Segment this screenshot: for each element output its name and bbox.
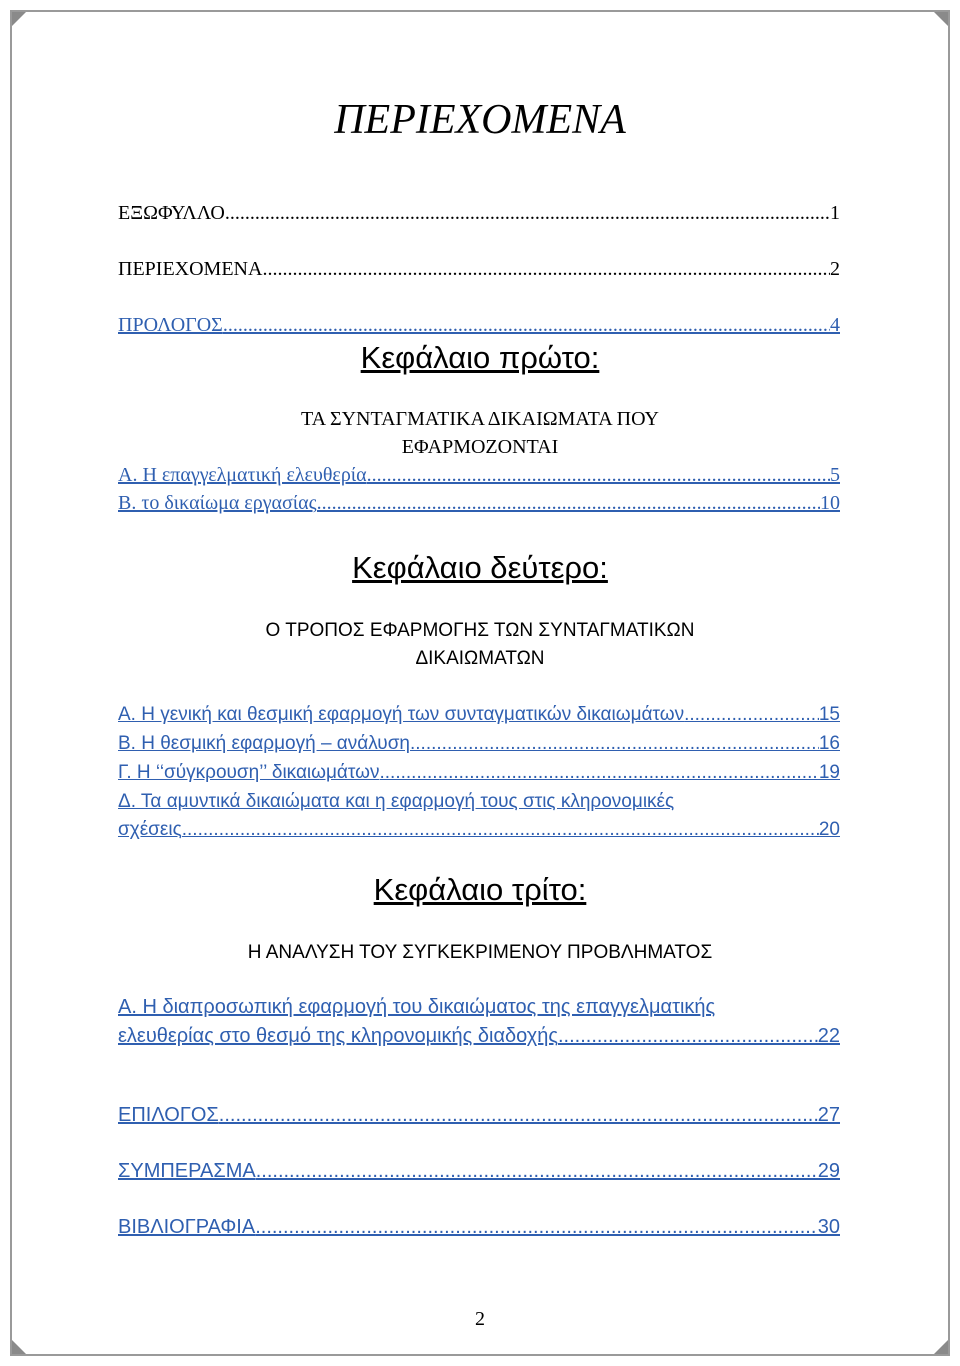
toc-entry-ch2-b[interactable] bbox=[118, 733, 840, 755]
toc-entry-page: 4 bbox=[830, 314, 840, 336]
toc-entry-ch2-d[interactable] bbox=[118, 819, 840, 841]
toc-entry-ch3-a-line-1[interactable]: Α. Η διαπροσωπική εφαρμογή του δικαιώματος της επαγγελματικής bbox=[118, 996, 716, 1018]
leader-dots bbox=[256, 1160, 818, 1183]
toc-entry-cover[interactable] bbox=[118, 202, 840, 225]
toc-entry-bibliography[interactable] bbox=[118, 1216, 840, 1239]
chapter-2-heading: Κεφάλαιο δεύτερο: bbox=[352, 550, 608, 585]
toc-entry-label: ΠΕΡΙΕΧΟΜΕΝΑ bbox=[118, 258, 263, 280]
corner-ornament-bottom-left bbox=[12, 1340, 26, 1354]
toc-entry-ch2-a[interactable] bbox=[118, 704, 840, 726]
toc-entry-page: 30 bbox=[817, 1216, 840, 1238]
page-title: ΠΕΡΙΕΧΟΜΕΝΑ bbox=[334, 97, 626, 143]
leader-dots bbox=[558, 1025, 818, 1048]
toc-entry-contents[interactable] bbox=[118, 258, 840, 281]
toc-entry-label: σχέσεις bbox=[118, 819, 182, 840]
leader-dots bbox=[367, 464, 830, 487]
chapter-1-subtitle-line-2: ΕΦΑΡΜΟΖΟΝΤΑΙ bbox=[401, 436, 559, 458]
toc-entry-epilogue[interactable] bbox=[118, 1104, 840, 1127]
leader-dots bbox=[223, 314, 830, 337]
leader-dots bbox=[262, 258, 830, 281]
toc-entry-ch3-a[interactable] bbox=[118, 1025, 840, 1048]
toc-entry-page: 22 bbox=[817, 1025, 840, 1047]
toc-entry-page: 19 bbox=[818, 762, 840, 783]
chapter-2-subtitle-line-1: Ο ΤΡΟΠΟΣ ΕΦΑΡΜΟΓΗΣ ΤΩΝ ΣΥΝΤΑΓΜΑΤΙΚΩΝ bbox=[265, 620, 695, 641]
leader-dots bbox=[225, 202, 830, 225]
leader-dots bbox=[182, 819, 819, 841]
toc-entry-page: 5 bbox=[830, 464, 840, 486]
page-number: 2 bbox=[475, 1308, 485, 1330]
toc-entry-ch1-b[interactable] bbox=[118, 492, 840, 515]
toc-entry-label: ΠΡΟΛΟΓΟΣ bbox=[118, 314, 223, 336]
toc-entry-ch2-c[interactable] bbox=[118, 762, 840, 784]
leader-dots bbox=[380, 762, 819, 784]
toc-entry-label: Β. το δικαίωμα εργασίας bbox=[118, 492, 317, 514]
corner-ornament-bottom-right bbox=[934, 1340, 948, 1354]
toc-entry-page: 29 bbox=[817, 1160, 840, 1182]
leader-dots bbox=[410, 733, 819, 755]
chapter-3-heading: Κεφάλαιο τρίτο: bbox=[373, 872, 587, 907]
toc-entry-label: ΣΥΜΠΕΡΑΣΜΑ bbox=[118, 1160, 256, 1182]
toc-entry-label: ΕΠΙΛΟΓΟΣ bbox=[118, 1104, 219, 1126]
toc-entry-prologue[interactable] bbox=[118, 314, 840, 337]
corner-ornament-top-left bbox=[12, 12, 26, 26]
toc-entry-ch2-d-line-1[interactable]: Δ. Τα αμυντικά δικαιώματα και η εφαρμογή τους στις κληρονομικές bbox=[118, 791, 675, 812]
leader-dots bbox=[255, 1216, 818, 1239]
toc-entry-page: 10 bbox=[820, 492, 840, 514]
chapter-2-subtitle-line-2: ΔΙΚΑΙΩΜΑΤΩΝ bbox=[415, 648, 545, 669]
toc-entry-ch1-a[interactable] bbox=[118, 464, 840, 487]
toc-entry-page: 16 bbox=[818, 733, 840, 754]
toc-entry-label: Β. Η θεσμική εφαρμογή – ανάλυση bbox=[118, 733, 410, 754]
leader-dots bbox=[219, 1104, 818, 1127]
toc-entry-label: ΒΙΒΛΙΟΓΡΑΦΙΑ bbox=[118, 1216, 256, 1238]
toc-entry-conclusion[interactable] bbox=[118, 1160, 840, 1183]
chapter-1-heading: Κεφάλαιο πρώτο: bbox=[360, 340, 600, 375]
toc-entry-label: Α. Η επαγγελματική ελευθερία bbox=[118, 464, 367, 486]
chapter-1-subtitle-line-1: ΤΑ ΣΥΝΤΑΓΜΑΤΙΚΑ ΔΙΚΑΙΩΜΑΤΑ ΠΟΥ bbox=[301, 408, 659, 430]
leader-dots bbox=[317, 492, 820, 515]
toc-entry-page: 1 bbox=[830, 202, 840, 224]
toc-entry-page: 15 bbox=[818, 704, 840, 725]
toc-entry-page: 20 bbox=[818, 819, 840, 840]
chapter-3-subtitle: Η ΑΝΑΛΥΣΗ ΤΟΥ ΣΥΓΚΕΚΡΙΜΕΝΟΥ ΠΡΟΒΛΗΜΑΤΟΣ bbox=[247, 942, 713, 963]
leader-dots bbox=[684, 704, 819, 726]
toc-entry-label: ελευθερίας στο θεσμό της κληρονομικής διαδοχής bbox=[118, 1025, 558, 1047]
corner-ornament-top-right bbox=[934, 12, 948, 26]
toc-entry-page: 27 bbox=[817, 1104, 840, 1126]
toc-entry-label: ΕΞΩΦΥΛΛΟ bbox=[118, 202, 225, 224]
toc-entry-page: 2 bbox=[830, 258, 840, 280]
toc-entry-label: Γ. Η ‘‘σύγκρουση’’ δικαιωμάτων bbox=[118, 762, 380, 783]
toc-entry-label: Α. Η γενική και θεσμική εφαρμογή των συνταγματικών δικαιωμάτων bbox=[118, 704, 685, 725]
